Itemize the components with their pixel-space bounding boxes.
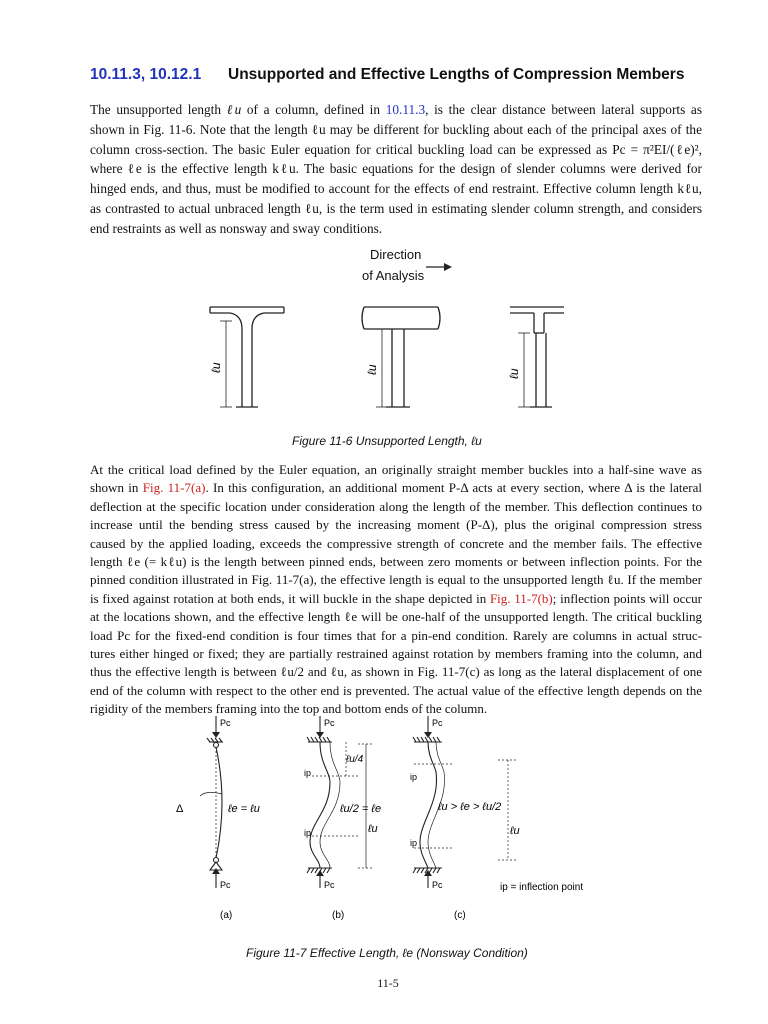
column-drop-beam	[510, 307, 564, 407]
para2-line: caused by the applied loading, exceeds the compressive strength of concrete and the member fails. The effective	[90, 535, 702, 551]
lu-label-b: ℓu	[368, 823, 378, 835]
para1-line: shown in Fig. 11-6. Note that the length ℓu may be different for buckling about each of the principal axes of the	[90, 121, 702, 137]
ref-link-10-11-3[interactable]: 10.11.3	[385, 102, 426, 117]
figure-11-7-caption: Figure 11-7 Effective Length, ℓe (Nonsway Condition)	[246, 946, 528, 960]
para2-line: pinned condition illustrated in Fig. 11-7(a), the effective length is equal to the unsupported length ℓu. If the member	[90, 572, 702, 588]
euler-equation: Pc = π²EI/(ℓe)²,	[612, 141, 702, 157]
fig-link-11-7a[interactable]: Fig. 11-7(a)	[142, 480, 206, 496]
para1-line: end restraints as well as nonsway and sway conditions.	[90, 220, 383, 236]
ip-legend: ip = inflection point	[500, 882, 584, 893]
ip-label-b-top: ip	[304, 768, 312, 778]
lu-label-3: ℓu	[507, 368, 521, 379]
page-number: 11-5	[377, 976, 399, 990]
figure-11-7-diagram	[170, 712, 610, 922]
inequality-label: ℓu > ℓe > ℓu/2	[438, 801, 502, 813]
column-a-pinned	[200, 716, 223, 888]
para2-line: shown in Fig. 11-7(a). In this configuration, an additional moment P-Δ acts at every section, where Δ is the lateral	[90, 480, 702, 496]
figure-11-6-diagram	[190, 255, 590, 425]
para2-line: load Pc for the fixed-end condition is four times that for a pin-end condition. Rarely are columns in actual struc-	[90, 627, 702, 643]
para1-line: The unsupported length ℓu of a column, defined in 10.11.3, is the clear distance between lateral supports as	[90, 102, 703, 117]
para2-line: thus the effective length is between ℓu/2 and ℓu, as shown in Fig. 11-7(c) as long as the lateral displacement of one	[90, 664, 702, 680]
ip-label-c-top: ip	[410, 772, 418, 782]
para2-line: rigidity of the members framing into the top and bottom ends of the column.	[90, 701, 488, 717]
fig-link-11-7b[interactable]: Fig. 11-7(b)	[489, 590, 553, 606]
pc-label-c-top: Pc	[432, 718, 443, 728]
para2-line: increase until the bending stress caused by the increasing moment (P-Δ), plus the original compression stress	[90, 517, 702, 533]
figure-11-6-caption: Figure 11-6 Unsupported Length, ℓu	[292, 434, 482, 448]
section-heading	[90, 66, 730, 88]
delta-label: Δ	[176, 803, 184, 815]
pc-label-b-top: Pc	[324, 718, 335, 728]
para1-line: as contrasted to actual unbraced length ℓu, is the term used in estimating slender column strength, and considers	[90, 200, 702, 216]
lu-label-c: ℓu	[510, 825, 520, 837]
para2-line: is fixed against rotation at both ends, it will buckle in the shape depicted in Fig. 11-7(b); inflection points will occur	[90, 590, 702, 606]
lu-label-2: ℓu	[365, 364, 379, 375]
pc-label-a-top: Pc	[220, 718, 231, 728]
subfig-label-b: (b)	[332, 910, 345, 921]
paragraph-1	[90, 100, 702, 239]
column-tbeam	[210, 307, 284, 407]
ip-label-b-bottom: ip	[304, 828, 312, 838]
subfig-label-c: (c)	[454, 910, 466, 921]
lu-half-le-label: ℓu/2 = ℓe	[340, 803, 382, 815]
para2-line: at the locations shown, and the effective length ℓe will be one-half of the unsupported length. The critical buckling	[90, 609, 702, 625]
column-b-fixed	[307, 716, 374, 888]
para2-line: deflection at the specific location under consideration along the length of the member. This deflection continues to	[90, 498, 702, 514]
ip-label-c-bottom: ip	[410, 838, 418, 848]
column-slab	[362, 307, 440, 407]
lu-label-1: ℓu	[209, 362, 223, 373]
paragraph-2	[90, 461, 702, 719]
lu-quarter-label: ℓu/4	[346, 754, 364, 765]
para2-line: At the critical load defined by the Euler equation, an originally straight member buckles into a half-sine wave as	[90, 462, 702, 477]
para2-line: length ℓe (= kℓu) is the length between pinned ends, between zero moments or between inflection points. For the	[90, 554, 702, 570]
para1-line: column cross-section. The basic Euler equation for critical buckling load can be expressed as Pc = π²EI/(ℓe)²,	[90, 141, 702, 157]
section-refs-link[interactable]: 10.11.3, 10.12.1	[90, 66, 202, 83]
pc-label-a-bottom: Pc	[220, 880, 231, 890]
le-equals-lu-label: ℓe = ℓu	[228, 803, 260, 815]
section-title: Unsupported and Effective Lengths of Compression Members	[228, 66, 685, 83]
direction-label-2: of Analysis	[362, 268, 425, 283]
pc-label-c-bottom: Pc	[432, 880, 443, 890]
direction-label: Direction	[370, 247, 422, 262]
para1-line: hinged ends, and thus, must be modified to account for the effects of end restraint. Effective column length kℓu,	[90, 181, 702, 197]
pc-label-b-bottom: Pc	[324, 880, 335, 890]
subfig-label-a: (a)	[220, 910, 233, 921]
para1-line: where ℓe is the effective length kℓu. The basic equations for the design of slender columns were derived for	[90, 161, 702, 177]
para2-line: tures either hinged or fixed; they are partially restrained against rotation by members framing into the column, and	[90, 646, 702, 662]
para2-line: end of the column with respect to the other end is prevented. The actual value of the effective length depends on the	[90, 682, 702, 698]
